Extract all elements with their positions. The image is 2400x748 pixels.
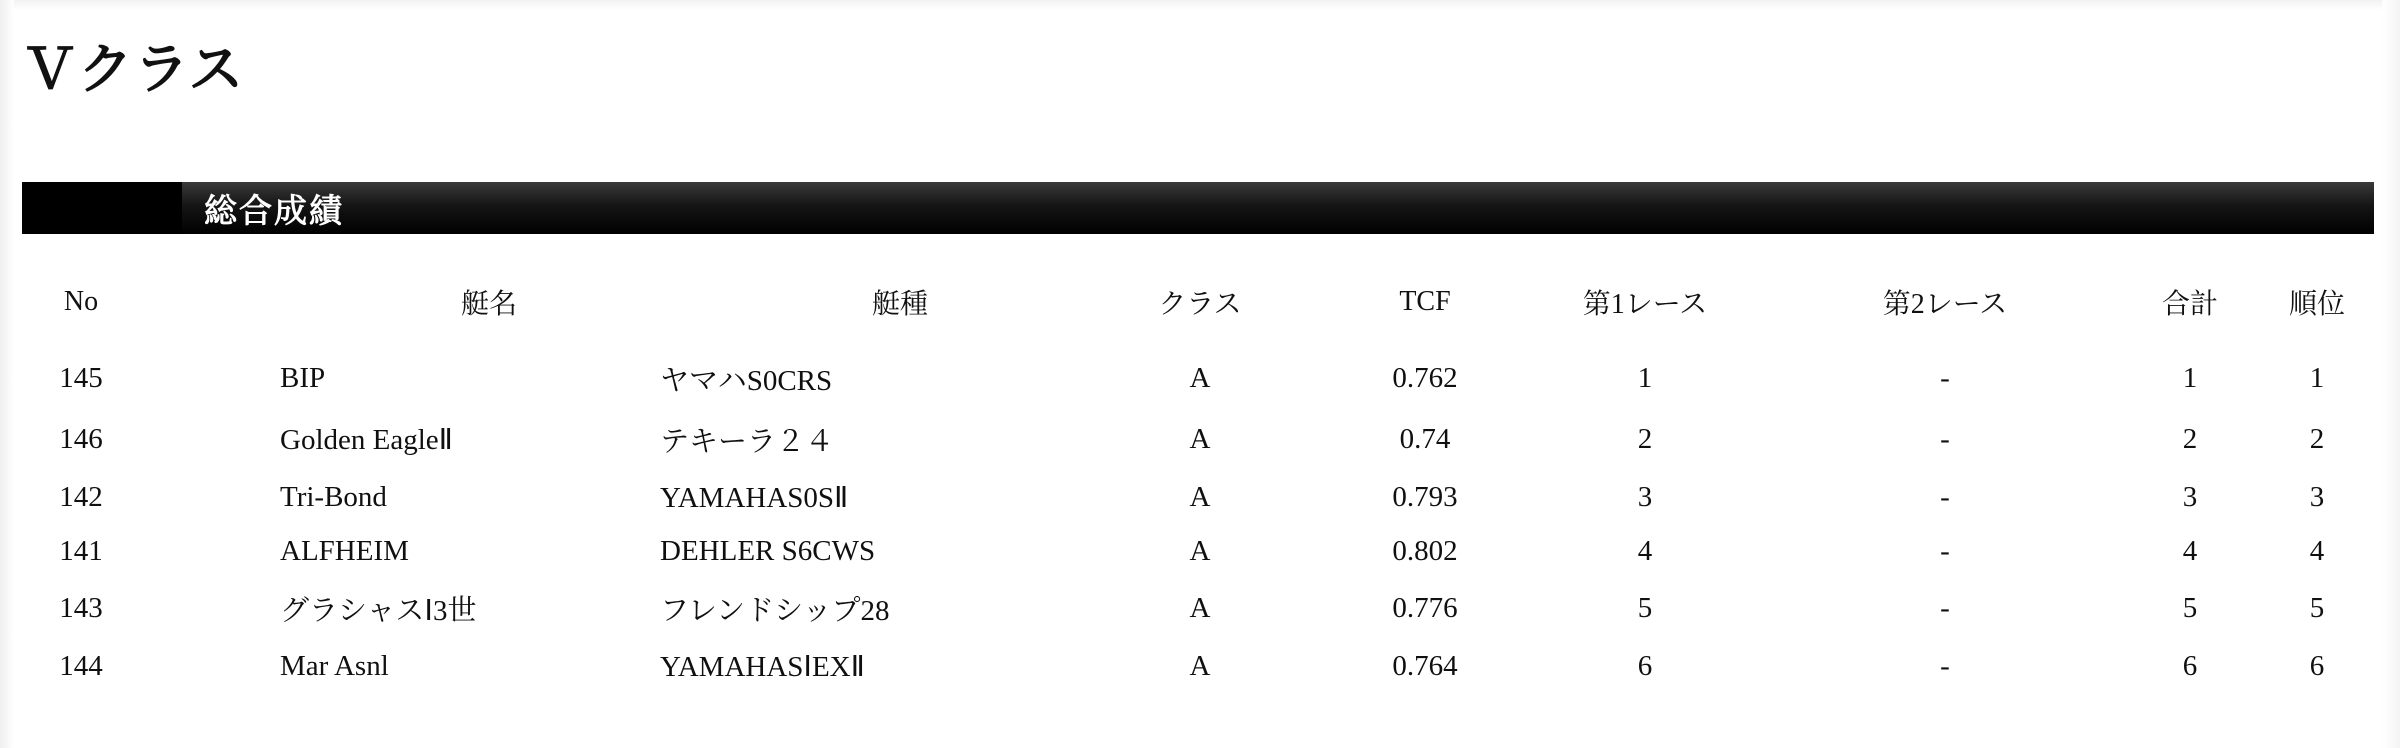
table-body [22, 348, 2374, 694]
cell-race2: - [1940, 592, 1950, 624]
cell-tcf: 0.776 [1392, 592, 1458, 624]
cell-total: 4 [2182, 535, 2198, 567]
cell-race1: 1 [1637, 362, 1653, 394]
table-row [22, 578, 2374, 639]
cell-type: YAMAHASⅠEXⅡ [660, 651, 865, 683]
cell-name: Mar Asnl [280, 650, 389, 682]
column-header-tcf: TCF [1399, 286, 1451, 317]
cell-no: 146 [59, 423, 103, 455]
cell-no: 142 [59, 481, 103, 513]
cell-class: A [1189, 650, 1211, 682]
cell-race1: 4 [1637, 535, 1653, 567]
column-header-no: No [63, 286, 99, 317]
cell-no: 141 [59, 535, 103, 567]
cell-total: 6 [2182, 650, 2198, 682]
cell-name: ALFHEIM [280, 535, 409, 567]
table-row [22, 348, 2374, 409]
table-header-row [22, 282, 2374, 348]
cell-rank: 4 [2309, 535, 2325, 567]
column-header-class: クラス [1158, 289, 1242, 320]
cell-race2: - [1940, 481, 1950, 513]
cell-type: DEHLER S6CWS [660, 535, 876, 567]
cell-rank: 2 [2309, 423, 2325, 455]
table-row [22, 525, 2374, 578]
column-header-name: 艇名 [460, 289, 517, 320]
cell-name: BIP [280, 362, 326, 394]
cell-race2: - [1940, 423, 1950, 455]
table-row [22, 409, 2374, 470]
cell-race1: 6 [1637, 650, 1653, 682]
cell-total: 1 [2182, 362, 2198, 394]
cell-rank: 5 [2309, 592, 2325, 624]
cell-race2: - [1940, 650, 1950, 682]
cell-type: フレンドシップ28 [660, 595, 890, 627]
cell-rank: 3 [2309, 481, 2325, 513]
cell-race1: 2 [1637, 423, 1653, 455]
section-title: 総合成績 [204, 193, 344, 230]
cell-class: A [1189, 592, 1211, 624]
cell-no: 143 [59, 592, 103, 624]
cell-tcf: 0.793 [1392, 481, 1458, 513]
page-title: Ｖクラス [22, 39, 245, 100]
cell-race2: - [1940, 362, 1950, 394]
cell-tcf: 0.764 [1392, 650, 1458, 682]
cell-total: 2 [2182, 423, 2198, 455]
section-header-block [22, 182, 182, 234]
cell-class: A [1189, 535, 1211, 567]
table-row [22, 470, 2374, 525]
cell-tcf: 0.74 [1399, 423, 1451, 455]
column-header-rank: 順位 [2288, 289, 2345, 320]
cell-type: テキーラ２４ [660, 426, 835, 458]
table-header [22, 282, 2374, 348]
cell-race1: 3 [1637, 481, 1653, 513]
cell-name: グラシャスⅠ3世 [280, 595, 477, 627]
cell-total: 3 [2182, 481, 2198, 513]
cell-class: A [1189, 362, 1211, 394]
cell-race2: - [1940, 535, 1950, 567]
cell-name: Golden EagleⅡ [280, 424, 453, 456]
scan-edge-top [0, 0, 2400, 10]
cell-no: 145 [59, 362, 103, 394]
column-header-race1: 第1レース [1582, 289, 1708, 320]
cell-race1: 5 [1637, 592, 1653, 624]
scan-edge-left [0, 0, 14, 748]
cell-tcf: 0.802 [1392, 535, 1458, 567]
cell-type: YAMAHAS0SⅡ [660, 482, 849, 514]
cell-rank: 6 [2309, 650, 2325, 682]
results-table [22, 282, 2374, 694]
cell-class: A [1189, 423, 1211, 455]
cell-total: 5 [2182, 592, 2198, 624]
scan-edge-right [2382, 0, 2400, 748]
column-header-total: 合計 [2161, 289, 2218, 320]
table-row [22, 639, 2374, 694]
cell-no: 144 [59, 650, 103, 682]
cell-type: ヤマハS0CRS [660, 365, 833, 397]
cell-rank: 1 [2309, 362, 2325, 394]
cell-tcf: 0.762 [1392, 362, 1458, 394]
cell-class: A [1189, 481, 1211, 513]
column-header-type: 艇種 [871, 289, 928, 320]
column-header-race2: 第2レース [1882, 289, 2008, 320]
cell-name: Tri-Bond [280, 481, 387, 513]
section-header-bar [22, 182, 2374, 234]
